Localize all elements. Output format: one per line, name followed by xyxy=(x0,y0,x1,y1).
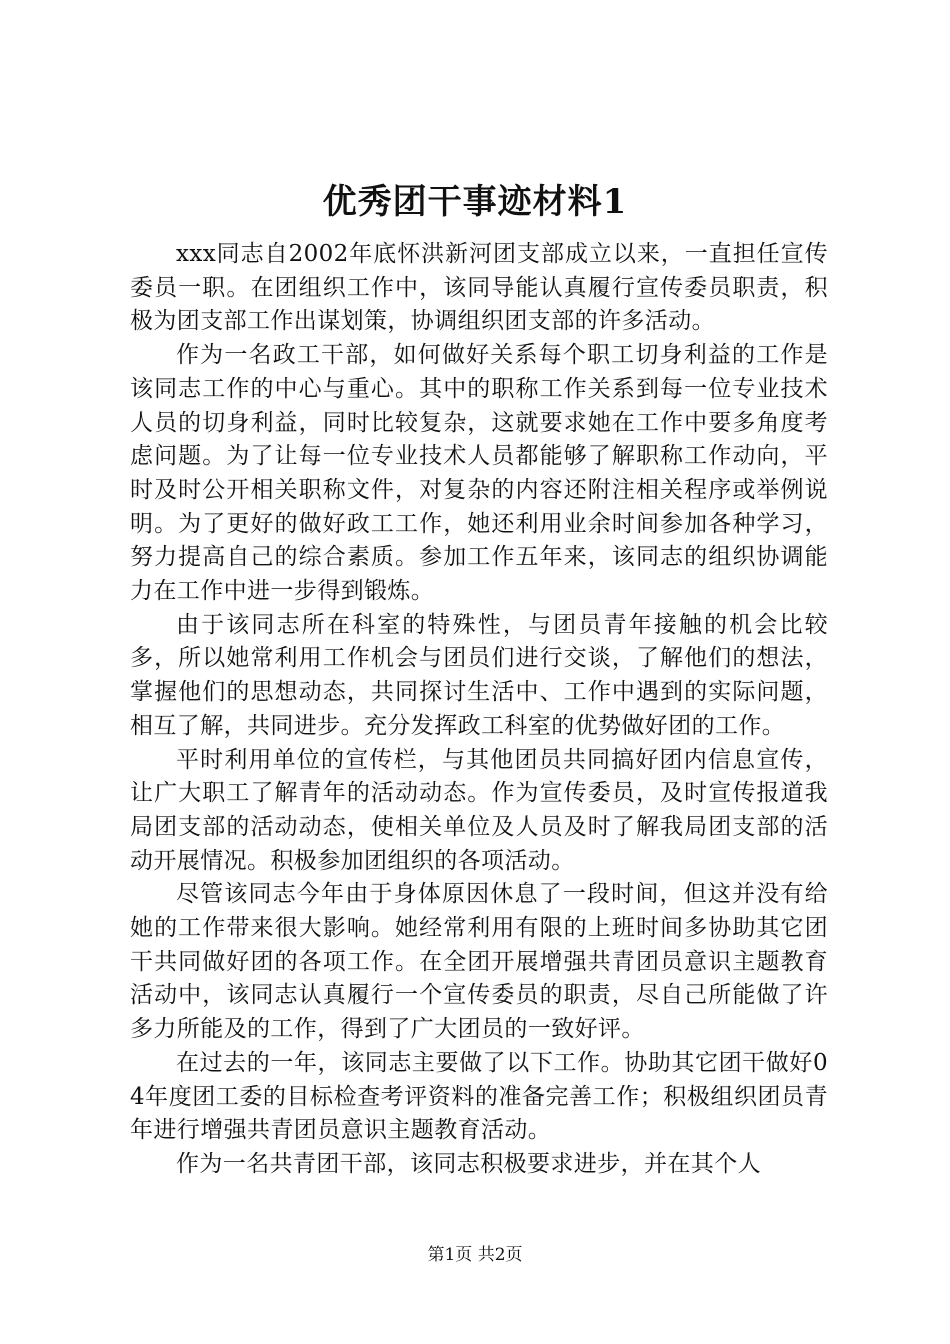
paragraph-4: 平时利用单位的宣传栏，与其他团员共同搞好团内信息宣传，让广大职工了解青年的活动动态。作为宣传委员，及时宣传报道我局团支部的活动动态，使相关单位及人员及时了解我局团支部的活动开展情况。积极参加团组织的各项活动。 xyxy=(130,746,828,874)
paragraph-5: 尽管该同志今年由于身体原因休息了一段时间，但这并没有给她的工作带来很大影响。她经常利用有限的上班时间多协助其它团干共同做好团的各项工作。在全团开展增强共青团员意识主题教育活动中，该同志认真履行一个宣传委员的职责，尽自己所能做了许多力所能及的工作，得到了广大团员的一致好评。 xyxy=(130,881,828,1043)
paragraph-1: xxx同志自2002年底怀洪新河团支部成立以来，一直担任宣传委员一职。在团组织工作中，该同导能认真履行宣传委员职责，积极为团支部工作出谋划策，协调组织团支部的许多活动。 xyxy=(130,241,828,335)
paragraph-3: 由于该同志所在科室的特殊性，与团员青年接触的机会比较多，所以她常利用工作机会与团员们进行交谈，了解他们的想法，掌握他们的思想动态，共同探讨生活中、工作中遇到的实际问题，相互了解，共同进步。充分发挥政工科室的优势做好团的工作。 xyxy=(130,611,828,739)
paragraph-7: 作为一名共青团干部，该同志积极要求进步，并在其个人 xyxy=(176,1150,761,1177)
paragraph-6: 在过去的一年，该同志主要做了以下工作。协助其它团干做好04年度团工委的目标检查考评资料的准备完善工作；积极组织团员青年进行增强共青团员意识主题教育活动。 xyxy=(130,1049,828,1144)
paragraph-2: 作为一名政工干部，如何做好关系每个职工切身利益的工作是该同志工作的中心与重心。其中的职称工作关系到每一位专业技术人员的切身利益，同时比较复杂，这就要求她在工作中要多角度考虑问题。为了让每一位专业技术人员都能够了解职称工作动向，平时及时公开相关职称文件，对复杂的内容还附注相关程序或举例说明。为了更好的做好政工工作，她还利用业余时间参加各种学习，努力提高自己的综合素质。参加工作五年来，该同志的组织协调能力在工作中进一步得到锻炼。 xyxy=(130,342,828,605)
document-title: 优秀团干事迹材料1 xyxy=(322,182,628,222)
document-body xyxy=(130,238,828,1182)
page-number-footer: 第1页 共2页 xyxy=(427,1245,523,1265)
